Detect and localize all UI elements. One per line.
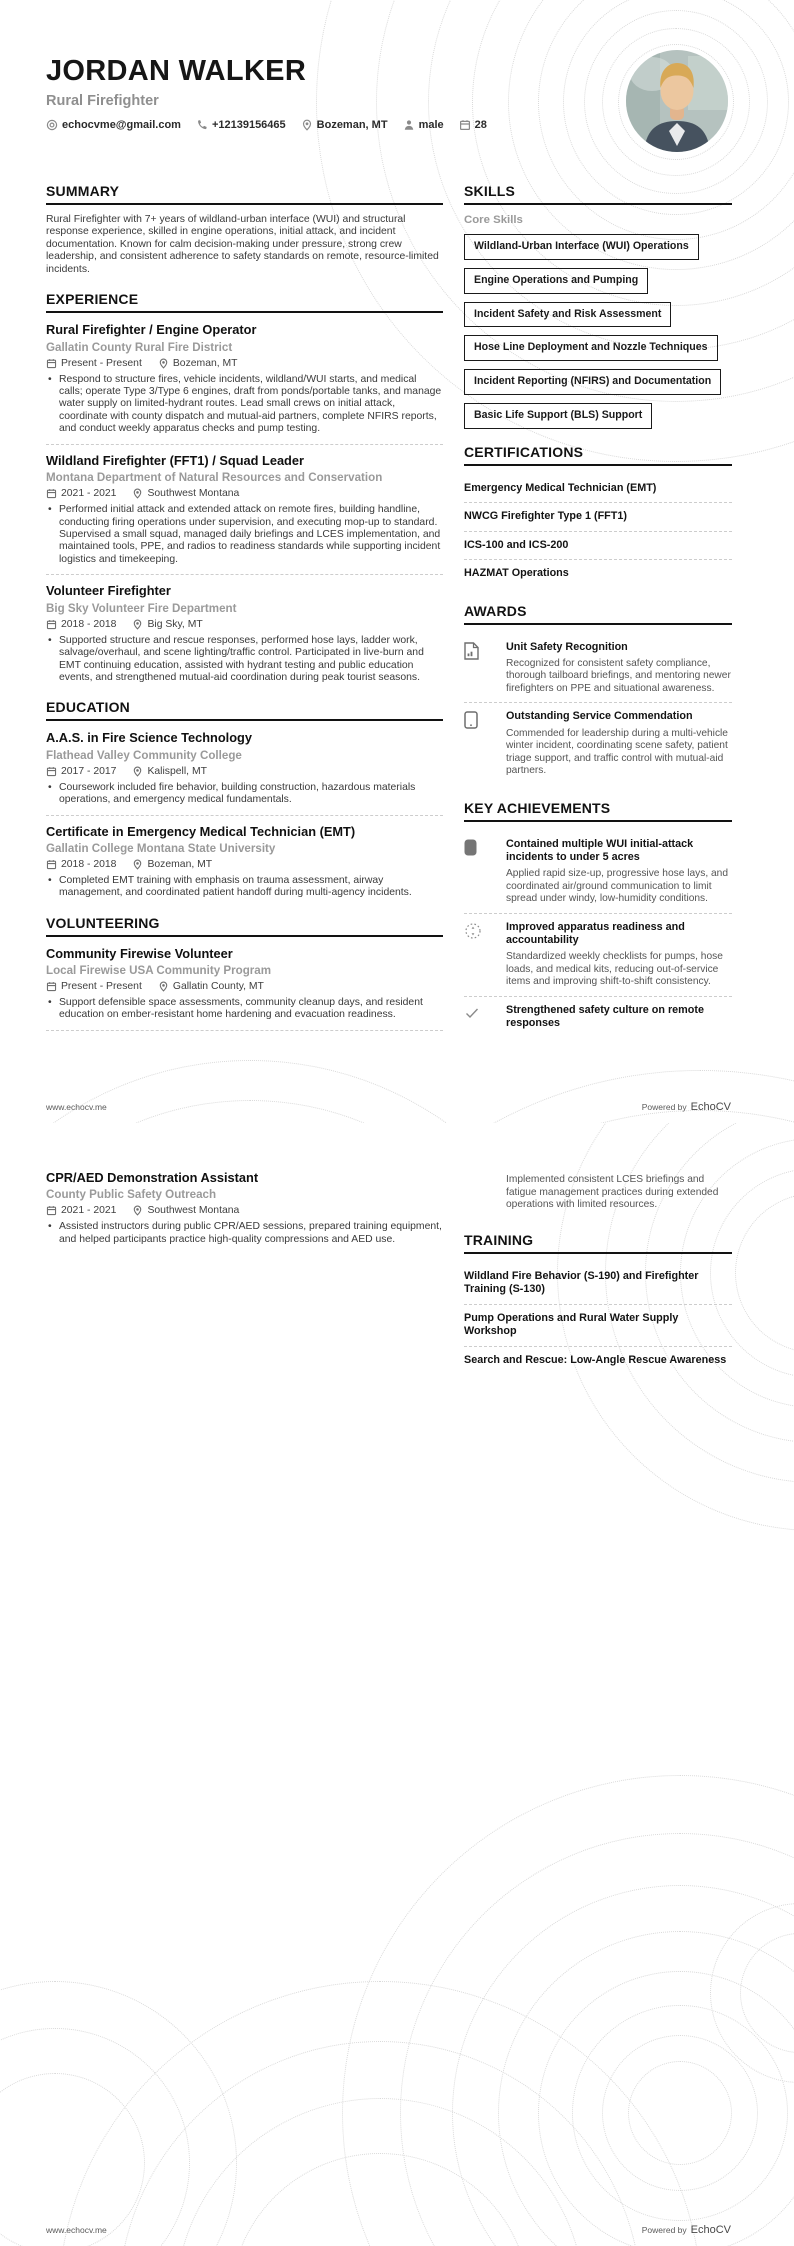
entry-company: Big Sky Volunteer Fire Department [46,601,237,615]
training-item: Pump Operations and Rural Water Supply Workshop [464,1305,732,1347]
summary-text: Rural Firefighter with 7+ years of wildland-urban interface (WUI) and structural response experience, skilled in engine operations, initial attack, and incident documentation. Known for calm decision-making under pressure, strong crew leadership, and consistent adherence to safety standards on remote, resource-limited incidents. [46,214,439,275]
certifications-heading: CERTIFICATIONS [464,444,732,466]
entry-location-value: Kalispell, MT [147,765,207,777]
entry-dates [46,488,116,499]
entry-location-value: Gallatin County, MT [172,980,264,992]
entry-location [132,859,212,870]
contact-email[interactable] [46,119,181,131]
bullet: • Support defensible space assessments, community cleanup days, and resident education on ember-resistant home hardening and evacuation readiness. [59,997,443,1022]
footer-powered-by [642,1101,731,1113]
entry-date-value: Present - Present [61,980,142,992]
entry-location-value: Big Sky, MT [147,618,203,630]
experience-entry [46,322,443,436]
achievement-description-continued: Implemented consistent LCES briefings and fatigue management practices during extended operations with limited resources. [506,1174,719,1211]
certification-item: HAZMAT Operations [464,567,569,580]
entry-location [132,619,202,630]
resume-header [0,0,794,131]
entry-bullets [46,374,443,436]
page2-columns [0,1123,794,1389]
contact-age [459,119,487,131]
certification-item: ICS-100 and ICS-200 [464,532,732,560]
brand-link[interactable]: EchoCV [690,1101,731,1113]
section-summary [46,183,443,276]
entry-dates [46,859,116,870]
contact-phone[interactable] [196,119,286,131]
entry-school: Gallatin College Montana State University [46,841,276,855]
entry-meta [46,859,443,870]
location-pin-icon [158,358,169,369]
entry-dates [46,766,116,777]
entry-location-value: Southwest Montana [147,1205,240,1217]
contact-email-value: echocvme@gmail.com [62,119,181,131]
footer-site-link[interactable]: www.echocv.me [46,2225,107,2235]
certification-item: NWCG Firefighter Type 1 (FFT1) [464,503,732,531]
entry-title: CPR/AED Demonstration Assistant [46,1170,259,1185]
achievement-body [506,921,732,989]
award-item [464,703,732,784]
skills-heading: SKILLS [464,183,732,205]
left-column [46,183,443,1052]
experience-entry [46,583,443,684]
entry-date-value: 2021 - 2021 [61,488,117,500]
entry-dates [46,981,142,992]
bullet: • Performed initial attack and extended attack on remote fires, building handline, conducting firing operations under supervision, and executing mop-up to standard. Supervised a small squad, managed daily briefings and LCES implementation, and maintained tools, PPE, and radios to readiness standards while supporting incident logistics and timekeeping. [59,504,443,566]
profile-photo [626,50,728,152]
skills-group-label: Core Skills [464,214,523,226]
entry-location [158,981,264,992]
achievement-title: Improved apparatus readiness and accountability [506,920,685,946]
section-skills [464,183,732,429]
skill-tag: Hose Line Deployment and Nozzle Techniques [464,335,718,361]
phone-icon [196,119,208,131]
entry-location [132,488,239,499]
achievement-description: Applied rapid size-up, progressive hose lays, and coordinated air/ground communication to limit spread under windy, low-humidity conditions. [506,868,728,905]
page-footer [46,2224,731,2236]
location-pin-icon [132,488,143,499]
location-pin-icon [132,766,143,777]
entry-location-value: Southwest Montana [147,488,240,500]
education-heading: EDUCATION [46,699,443,721]
email-icon [46,119,58,131]
entry-dates [46,619,116,630]
entry-organization: Local Firewise USA Community Program [46,963,272,977]
entry-date-value: 2021 - 2021 [61,1205,117,1217]
resume-page-2 [0,1123,794,2246]
certification-item: Emergency Medical Technician (EMT) [464,475,732,503]
focus-arrows-icon [464,921,506,989]
contact-gender-value: male [418,119,444,131]
entry-title: Community Firewise Volunteer [46,945,233,961]
report-document-icon [464,641,506,696]
entry-bullets [46,1221,443,1246]
entry-meta [46,1205,443,1216]
entry-title: Rural Firefighter / Engine Operator [46,322,257,338]
entry-company: Montana Department of Natural Resources and Conservation [46,471,383,485]
entry-title: A.A.S. in Fire Science Technology [46,730,252,746]
bullet: • Respond to structure fires, vehicle incidents, wildland/WUI starts, and medical calls; operate Type 3/Type 6 engines, draft from ponds/portable tanks, and manage water supply on limited-hydrant routes. Lead small crews on initial attack, coordinate with county dispatch and mutual-aid partners, complete NFIRS reports, and conduct weekly apparatus checks and pump testing. [59,374,443,436]
experience-entry [46,453,443,567]
right-column [464,183,732,1052]
dashed-divider [46,444,443,445]
award-item [464,634,732,704]
footer-site-link[interactable]: www.echocv.me [46,1102,107,1112]
entry-title: Wildland Firefighter (FFT1) / Squad Leader [46,452,304,468]
entry-organization: County Public Safety Outreach [46,1188,217,1202]
page-footer [46,1101,731,1113]
entry-meta [46,981,443,992]
powered-by-label: Powered by [641,1102,687,1112]
candidate-job-title: Rural Firefighter [46,93,159,109]
page1-columns [0,183,794,1052]
section-training [464,1232,732,1374]
entry-location-value: Bozeman, MT [172,357,238,369]
entry-location [132,766,206,777]
volunteering-entry [46,1170,443,1246]
contact-age-value: 28 [474,119,487,131]
entry-meta [46,358,443,369]
achievement-description: Standardized weekly checklists for pumps, hose loads, and medical kits, reducing out-of-service items and improving shift-to-shift consistency. [506,951,723,988]
right-column [464,1170,732,1389]
entry-location [158,358,238,369]
skill-tag: Incident Reporting (NFIRS) and Documentation [464,369,721,395]
entry-date-value: 2017 - 2017 [61,765,117,777]
achievement-item [464,831,732,914]
entry-date-value: 2018 - 2018 [61,618,117,630]
entry-title: Volunteer Firefighter [46,583,171,599]
calendar-icon [459,119,471,131]
skill-tag: Engine Operations and Pumping [464,268,648,294]
skill-tag: Wildland-Urban Interface (WUI) Operations [464,234,699,260]
training-item: Search and Rescue: Low-Angle Rescue Awareness [464,1353,727,1366]
section-education [46,699,443,899]
achievement-title: Contained multiple WUI initial-attack incidents to under 5 acres [506,837,694,863]
entry-meta [46,619,443,630]
entry-bullets [46,875,443,900]
location-pin-icon [132,619,143,630]
award-description: Commended for leadership during a multi-vehicle winter incident, coordinating scene safety, patient triage support, and traffic control with mutual-aid partners. [506,727,728,777]
contact-gender [403,119,444,131]
entry-location [132,1205,239,1216]
calendar-icon [46,1205,57,1216]
powered-by-label: Powered by [641,2225,687,2235]
entry-bullets [46,635,443,685]
education-entry [46,824,443,900]
bullet: • Coursework included fire behavior, building construction, hazardous materials operations, and emergency medical fundamentals. [59,782,443,807]
achievement-body [506,1004,732,1030]
award-body [506,710,732,777]
left-column [46,1170,443,1389]
entry-bullets [46,782,443,807]
entry-dates [46,358,142,369]
entry-date-value: 2018 - 2018 [61,858,117,870]
award-body [506,641,732,696]
volunteering-heading: VOLUNTEERING [46,915,443,937]
person-icon [403,119,415,131]
location-pin-icon [132,1205,143,1216]
calendar-icon [46,981,57,992]
calendar-icon [46,766,57,777]
achievement-title: Strengthened safety culture on remote responses [506,1003,704,1029]
section-volunteering [46,915,443,1031]
bullet: • Assisted instructors during public CPR/AED sessions, prepared training equipment, and helped participants practice high-quality compressions and AED use. [59,1221,443,1246]
bullet: • Completed EMT training with emphasis on trauma assessment, airway management, and coordinated patient handoff during multi-agency incidents. [59,875,443,900]
section-awards [464,603,732,785]
location-pin-icon [158,981,169,992]
awards-heading: AWARDS [464,603,732,625]
education-entry [46,730,443,806]
solid-badge-icon [464,838,506,906]
training-item: Wildland Fire Behavior (S-190) and Firefighter Training (S-130) [464,1263,732,1305]
summary-heading: SUMMARY [46,183,443,205]
entry-school: Flathead Valley Community College [46,748,242,762]
award-title: Unit Safety Recognition [506,640,628,653]
entry-date-value: Present - Present [61,357,142,369]
calendar-icon [46,619,57,630]
achievement-item [464,914,732,997]
section-key-achievements [464,800,732,1037]
calendar-icon [46,488,57,499]
check-icon [464,1004,506,1030]
achievement-item [464,997,732,1037]
award-description: Recognized for consistent safety compliance, thorough tailboard briefings, and mentoring newer firefighters on PPE and situational awareness. [506,657,731,694]
footer-powered-by [642,2224,731,2236]
calendar-icon [46,859,57,870]
section-certifications [464,444,732,588]
entry-meta [46,488,443,499]
key-achievements-heading: KEY ACHIEVEMENTS [464,800,732,822]
award-title: Outstanding Service Commendation [506,710,693,723]
experience-heading: EXPERIENCE [46,291,443,313]
skill-tag: Basic Life Support (BLS) Support [464,403,652,429]
contact-location [301,119,388,131]
entry-meta [46,766,443,777]
entry-bullets [46,997,443,1022]
dashed-divider [46,574,443,575]
achievement-body [506,838,732,906]
dashed-divider [46,1030,443,1031]
contact-location-value: Bozeman, MT [316,119,388,131]
location-pin-icon [301,119,313,131]
entry-title: Certificate in Emergency Medical Technician (EMT) [46,823,356,839]
contact-phone-value: +12139156465 [211,119,286,131]
dashed-divider [46,815,443,816]
brand-link[interactable]: EchoCV [690,2224,731,2236]
entry-bullets [46,504,443,566]
volunteering-entry [46,946,443,1022]
section-experience [46,291,443,684]
calendar-icon [46,358,57,369]
entry-company: Gallatin County Rural Fire District [46,340,233,354]
entry-location-value: Bozeman, MT [147,858,213,870]
tablet-icon [464,710,506,777]
candidate-name: JORDAN WALKER [46,55,307,87]
skill-tag: Incident Safety and Risk Assessment [464,302,671,328]
entry-dates [46,1205,116,1216]
training-heading: TRAINING [464,1232,732,1254]
location-pin-icon [132,859,143,870]
bullet: • Supported structure and rescue responses, performed hose lays, ladder work, salvage/overhaul, and scene lighting/traffic control. Participated in live-burn and EMT continuing education, assisted with hydrant testing and public education events, and strengthened mutual-aid coordination during peak tourist seasons. [59,635,443,685]
